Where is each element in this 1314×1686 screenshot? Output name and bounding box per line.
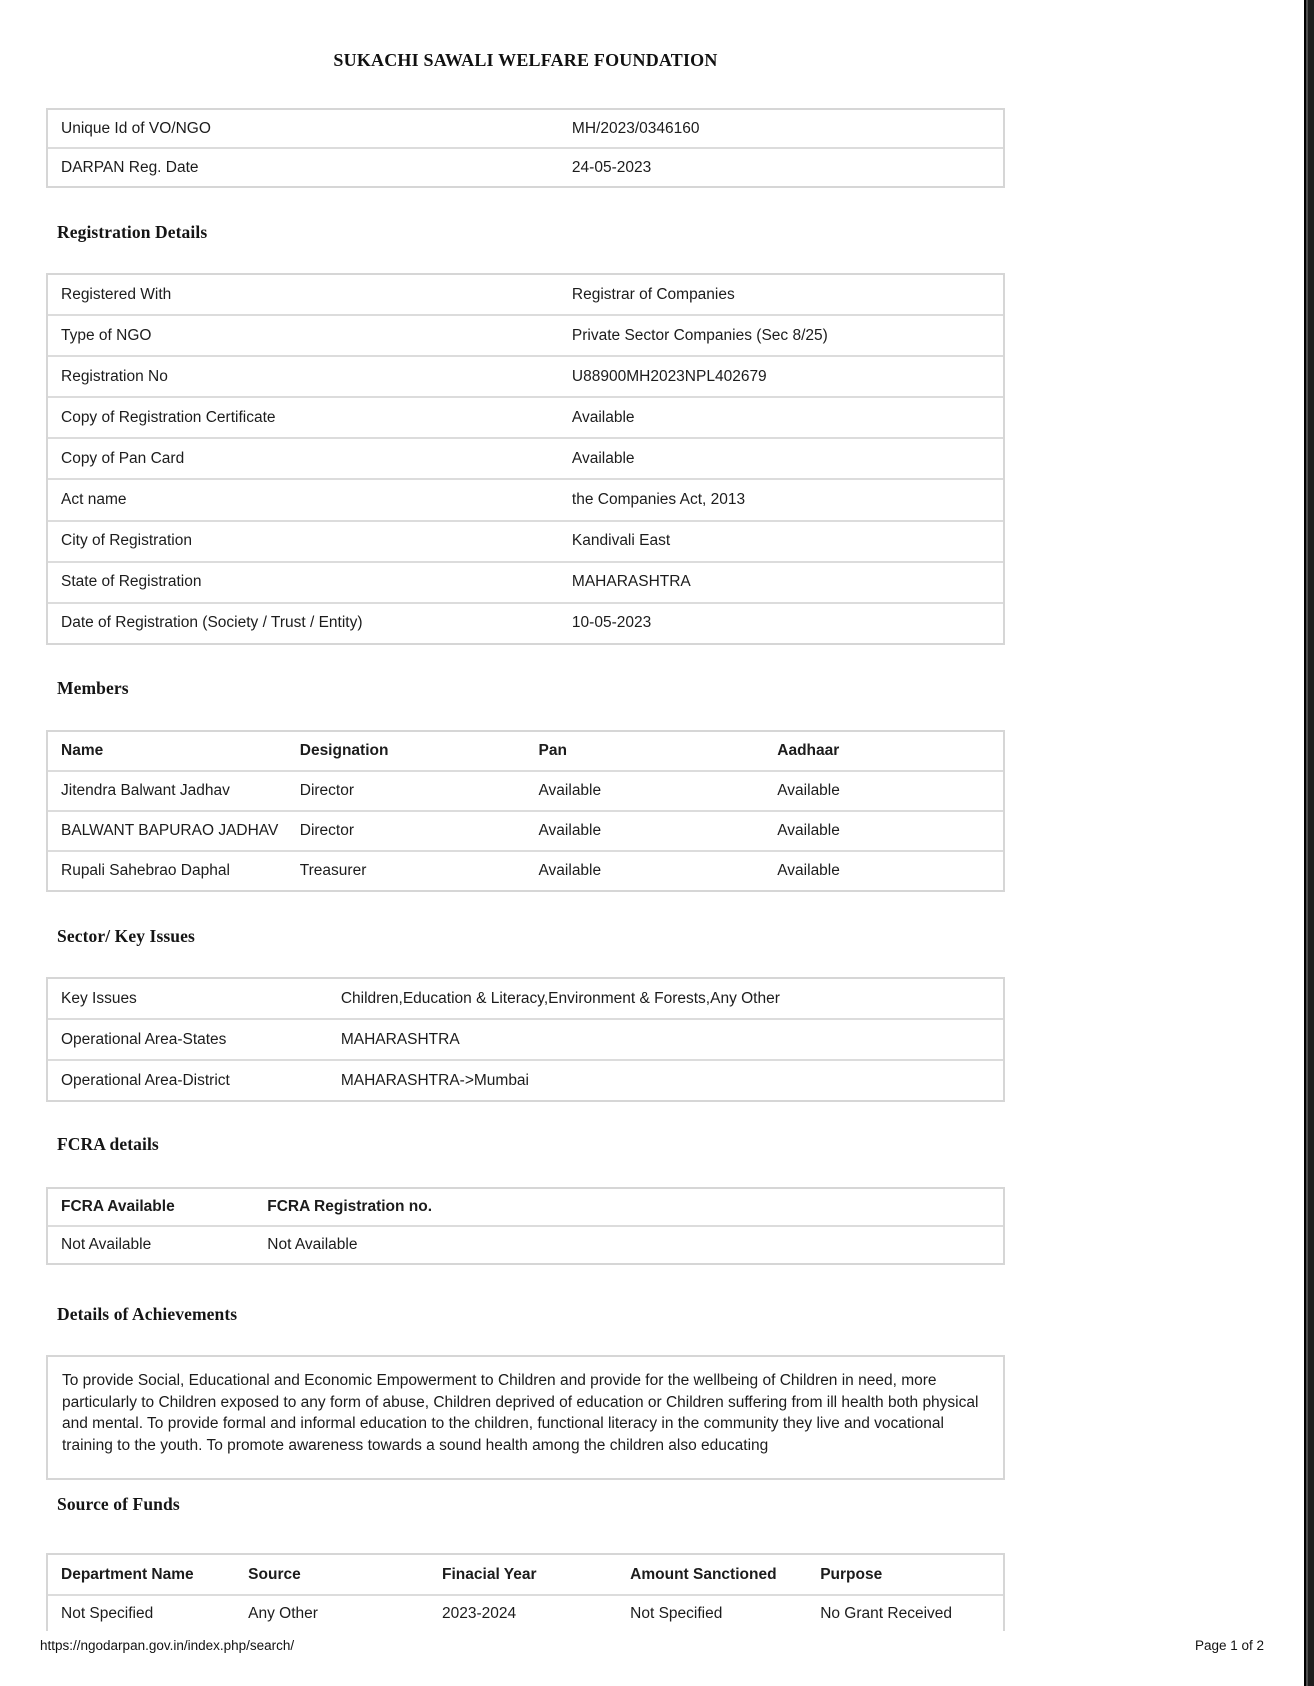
print-footer (40, 1638, 1264, 1653)
table-row (48, 561, 1003, 602)
table-row (48, 520, 1003, 561)
id-table (46, 108, 1005, 188)
section-heading-registration: Registration Details (57, 222, 208, 242)
row-value: Kandivali East (571, 532, 671, 550)
section-heading-fcra: FCRA details (57, 1134, 159, 1154)
fund-department: Not Specified (61, 1604, 154, 1622)
column-header: Name (61, 742, 104, 759)
table-row (48, 110, 1003, 147)
table-row (48, 602, 1003, 643)
fcra-available: Not Available (61, 1236, 152, 1253)
member-aadhaar: Available (777, 822, 840, 839)
table-row (48, 1059, 1003, 1100)
column-header: Purpose (820, 1565, 883, 1583)
row-value: U88900MH2023NPL402679 (571, 367, 767, 385)
registration-table (46, 273, 1005, 645)
member-pan: Available (538, 822, 602, 839)
member-pan: Available (538, 782, 602, 799)
table-header-row (48, 1189, 1003, 1225)
row-label: Copy of Registration Certificate (61, 408, 276, 426)
row-value: 24-05-2023 (571, 158, 652, 176)
row-value: Available (571, 408, 635, 426)
table-row (48, 1594, 1003, 1631)
row-value: Registrar of Companies (571, 285, 735, 303)
table-header-row (48, 732, 1003, 770)
table-row (48, 979, 1003, 1018)
member-pan: Available (538, 862, 602, 879)
page-title: SUKACHI SAWALI WELFARE FOUNDATION (333, 50, 718, 70)
achievements-text: To provide Social, Educational and Economic Empowerment to Children and provide for the wellbeing of Children in need, more particularly to Children exposed to any form of abuse, Children deprived of education or Children suffering from ill health both physical and mental. To provide formal and informal education to the children, functional literacy in the community they live and vocational training to the youth. To promote awareness towards a sound health among the children also educating (46, 1355, 1005, 1480)
footer-page-number: Page 1 of 2 (1194, 1638, 1264, 1653)
section-heading-achievements: Details of Achievements (57, 1304, 238, 1324)
column-header: Aadhaar (777, 742, 840, 759)
column-header: Amount Sanctioned (630, 1565, 777, 1583)
row-value: Available (571, 449, 635, 467)
members-table (46, 730, 1005, 892)
member-name: Jitendra Balwant Jadhav (61, 782, 230, 799)
table-row (48, 355, 1003, 396)
member-name: BALWANT BAPURAO JADHAV (61, 822, 279, 839)
right-edge-band (1304, 0, 1314, 1686)
table-row (48, 396, 1003, 437)
row-label: City of Registration (61, 532, 192, 550)
row-label: Date of Registration (Society / Trust / Entity) (61, 614, 363, 632)
fund-amount-sanctioned: Not Specified (630, 1604, 723, 1622)
row-label: Copy of Pan Card (61, 449, 185, 467)
member-designation: Director (299, 822, 355, 839)
table-row (48, 770, 1003, 810)
table-row (48, 1225, 1003, 1263)
member-designation: Treasurer (299, 862, 367, 879)
table-row (48, 314, 1003, 355)
table-row (48, 147, 1003, 186)
column-header: Pan (538, 742, 567, 759)
row-label: State of Registration (61, 573, 202, 591)
row-value: MH/2023/0346160 (571, 119, 700, 137)
row-label: Unique Id of VO/NGO (61, 119, 211, 137)
column-header: Source (248, 1565, 301, 1583)
row-label: DARPAN Reg. Date (61, 158, 199, 176)
funds-table (46, 1553, 1005, 1631)
row-label: Registered With (61, 285, 172, 303)
sector-table (46, 977, 1005, 1102)
table-row (48, 478, 1003, 519)
row-label: Key Issues (61, 989, 137, 1007)
fcra-registration-no: Not Available (267, 1236, 358, 1253)
column-header: FCRA Registration no. (267, 1198, 433, 1215)
column-header: Designation (299, 742, 389, 759)
row-label: Operational Area-States (61, 1030, 227, 1048)
table-header-row (48, 1555, 1003, 1594)
footer-url: https://ngodarpan.gov.in/index.php/search/ (40, 1638, 295, 1653)
member-aadhaar: Available (777, 782, 840, 799)
table-row (48, 275, 1003, 314)
member-name: Rupali Sahebrao Daphal (61, 862, 230, 879)
row-label: Act name (61, 491, 127, 509)
fund-financial-year: 2023-2024 (442, 1604, 517, 1622)
row-value: MAHARASHTRA->Mumbai (340, 1071, 529, 1089)
row-value: Children,Education & Literacy,Environment & Forests,Any Other (340, 989, 780, 1007)
fund-source: Any Other (248, 1604, 318, 1622)
row-value: the Companies Act, 2013 (571, 491, 746, 509)
row-label: Operational Area-District (61, 1071, 230, 1089)
section-heading-sector: Sector/ Key Issues (57, 926, 195, 946)
table-row (48, 1018, 1003, 1059)
table-row (48, 810, 1003, 850)
member-aadhaar: Available (777, 862, 840, 879)
member-designation: Director (299, 782, 355, 799)
column-header: FCRA Available (61, 1198, 175, 1215)
section-heading-funds: Source of Funds (57, 1494, 180, 1514)
section-heading-members: Members (57, 678, 129, 698)
column-header: Department Name (61, 1565, 194, 1583)
row-value: Private Sector Companies (Sec 8/25) (571, 326, 828, 344)
table-row (48, 437, 1003, 478)
fund-purpose: No Grant Received (820, 1604, 952, 1622)
row-value: MAHARASHTRA (571, 573, 691, 591)
fcra-table (46, 1187, 1005, 1265)
row-value: MAHARASHTRA (340, 1030, 460, 1048)
row-label: Registration No (61, 367, 168, 385)
table-row (48, 850, 1003, 890)
row-label: Type of NGO (61, 326, 152, 344)
column-header: Finacial Year (442, 1565, 537, 1583)
row-value: 10-05-2023 (571, 614, 652, 632)
